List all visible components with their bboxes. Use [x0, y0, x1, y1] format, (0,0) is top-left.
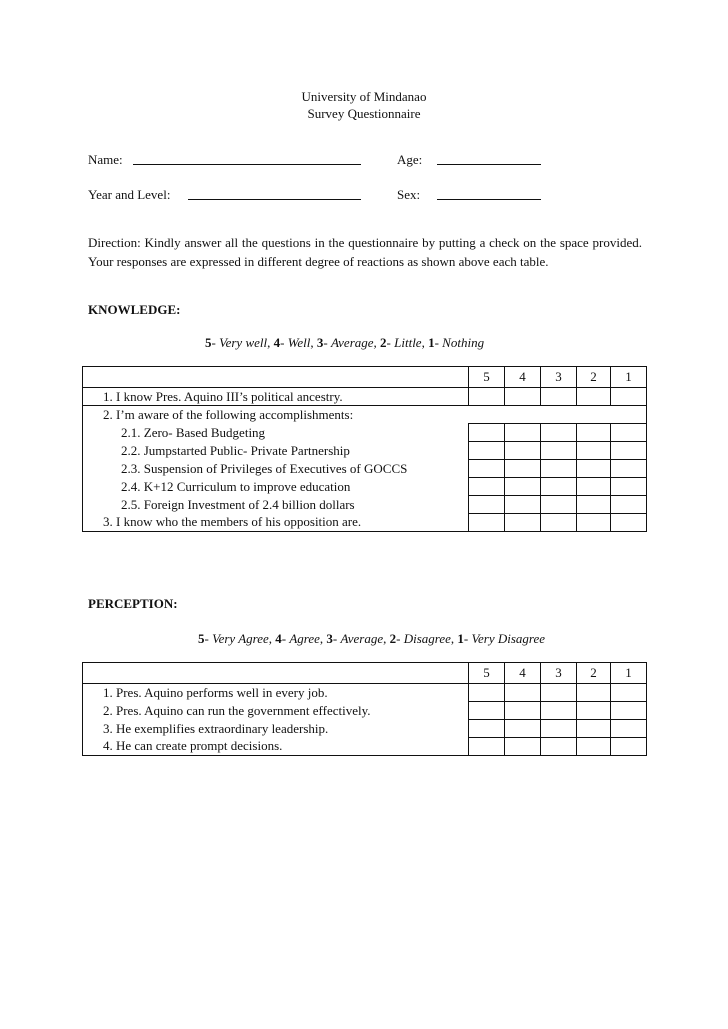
item-text: 3. I know who the members of his opposition are. — [83, 514, 469, 532]
check-cell[interactable] — [611, 738, 647, 756]
check-cell[interactable] — [611, 424, 647, 442]
age-label: Age: — [397, 152, 423, 167]
item-text: 1. Pres. Aquino performs well in every job. — [83, 684, 469, 702]
check-cell[interactable] — [577, 514, 611, 532]
check-cell[interactable] — [469, 478, 505, 496]
check-cell[interactable] — [611, 702, 647, 720]
name-field[interactable] — [133, 152, 361, 165]
year-level-field[interactable] — [188, 187, 361, 200]
table-header-row — [83, 367, 647, 388]
sex-label: Sex: — [397, 187, 421, 202]
check-cell[interactable] — [469, 460, 505, 478]
table-row — [83, 460, 647, 478]
scale-5: 5 — [469, 663, 505, 684]
check-cell[interactable] — [541, 460, 577, 478]
check-cell[interactable] — [611, 460, 647, 478]
sub-item-text: 2.5. Foreign Investment of 2.4 billion dollars — [83, 496, 469, 514]
item-text: 1. I know Pres. Aquino III’s political ancestry. — [83, 388, 469, 406]
check-cell[interactable] — [541, 478, 577, 496]
blank-header-cell — [83, 367, 469, 388]
check-cell[interactable] — [505, 388, 541, 406]
check-cell[interactable] — [505, 442, 541, 460]
check-cell[interactable] — [505, 460, 541, 478]
scale-1: 1 — [611, 663, 647, 684]
check-cell[interactable] — [577, 388, 611, 406]
check-cell[interactable] — [505, 702, 541, 720]
table-row — [83, 406, 647, 424]
check-cell[interactable] — [541, 514, 577, 532]
check-cell[interactable] — [469, 738, 505, 756]
table-row — [83, 684, 647, 702]
scale-1: 1 — [611, 367, 647, 388]
sub-item-text: 2.2. Jumpstarted Public- Private Partnership — [83, 442, 469, 460]
blank-header-cell — [83, 663, 469, 684]
check-cell[interactable] — [577, 478, 611, 496]
year-level-label: Year and Level: — [88, 187, 171, 202]
check-cell[interactable] — [505, 684, 541, 702]
sub-item-text: 2.4. K+12 Curriculum to improve education — [83, 478, 469, 496]
item-text: 4. He can create prompt decisions. — [83, 738, 469, 756]
check-cell[interactable] — [505, 738, 541, 756]
university-title: University of Mindanao — [301, 89, 427, 104]
check-cell[interactable] — [541, 496, 577, 514]
check-cell[interactable] — [469, 442, 505, 460]
perception-legend: 5- Very Agree, 4- Agree, 3- Average, 2- Disagree, 1- Very Disagree — [198, 631, 546, 646]
check-cell[interactable] — [541, 738, 577, 756]
name-label: Name: — [88, 152, 123, 167]
table-row — [83, 738, 647, 756]
age-field[interactable] — [437, 152, 541, 165]
knowledge-heading: KNOWLEDGE: — [88, 302, 181, 317]
check-cell[interactable] — [611, 684, 647, 702]
check-cell[interactable] — [577, 738, 611, 756]
sub-item-text: 2.3. Suspension of Privileges of Executives of GOCCS — [83, 460, 469, 478]
item-text: 3. He exemplifies extraordinary leadership. — [83, 720, 469, 738]
table-row — [83, 424, 647, 442]
table-row — [83, 702, 647, 720]
direction-text: Direction: Kindly answer all the questions in the questionnaire by putting a check on the space provided. Your responses are expressed in different degree of reactions as shown above each table. — [88, 235, 642, 269]
check-cell[interactable] — [541, 388, 577, 406]
check-cell[interactable] — [505, 478, 541, 496]
check-cell[interactable] — [541, 442, 577, 460]
knowledge-table — [82, 366, 647, 532]
scale-3: 3 — [541, 367, 577, 388]
scale-2: 2 — [577, 367, 611, 388]
survey-subtitle: Survey Questionnaire — [307, 106, 421, 121]
check-cell[interactable] — [541, 720, 577, 738]
check-cell[interactable] — [505, 496, 541, 514]
check-cell[interactable] — [577, 496, 611, 514]
check-cell[interactable] — [469, 702, 505, 720]
table-header-row — [83, 663, 647, 684]
check-cell[interactable] — [577, 442, 611, 460]
check-cell[interactable] — [611, 514, 647, 532]
check-cell[interactable] — [577, 684, 611, 702]
knowledge-legend: 5- Very well, 4- Well, 3- Average, 2- Little, 1- Nothing — [205, 335, 485, 350]
check-cell[interactable] — [469, 496, 505, 514]
check-cell[interactable] — [469, 720, 505, 738]
check-cell[interactable] — [577, 720, 611, 738]
check-cell[interactable] — [611, 720, 647, 738]
table-row — [83, 478, 647, 496]
table-row — [83, 388, 647, 406]
check-cell[interactable] — [541, 684, 577, 702]
check-cell[interactable] — [577, 460, 611, 478]
check-cell[interactable] — [577, 702, 611, 720]
table-row — [83, 442, 647, 460]
check-cell[interactable] — [505, 720, 541, 738]
sub-item-text: 2.1. Zero- Based Budgeting — [83, 424, 469, 442]
check-cell[interactable] — [505, 424, 541, 442]
table-row — [83, 496, 647, 514]
table-row — [83, 720, 647, 738]
check-cell[interactable] — [469, 514, 505, 532]
scale-5: 5 — [469, 367, 505, 388]
check-cell[interactable] — [611, 388, 647, 406]
perception-heading: PERCEPTION: — [88, 596, 178, 611]
check-cell[interactable] — [469, 684, 505, 702]
item-text: 2. Pres. Aquino can run the government effectively. — [83, 702, 469, 720]
check-cell[interactable] — [469, 424, 505, 442]
check-cell[interactable] — [611, 496, 647, 514]
check-cell[interactable] — [577, 424, 611, 442]
table-row — [83, 514, 647, 532]
scale-3: 3 — [541, 663, 577, 684]
sex-field[interactable] — [437, 187, 541, 200]
perception-table — [82, 662, 647, 756]
check-cell[interactable] — [505, 514, 541, 532]
check-cell[interactable] — [469, 388, 505, 406]
scale-4: 4 — [505, 367, 541, 388]
item-text: 2. I’m aware of the following accomplishments: — [83, 406, 647, 424]
check-cell[interactable] — [541, 702, 577, 720]
check-cell[interactable] — [541, 424, 577, 442]
scale-2: 2 — [577, 663, 611, 684]
check-cell[interactable] — [611, 442, 647, 460]
check-cell[interactable] — [611, 478, 647, 496]
scale-4: 4 — [505, 663, 541, 684]
